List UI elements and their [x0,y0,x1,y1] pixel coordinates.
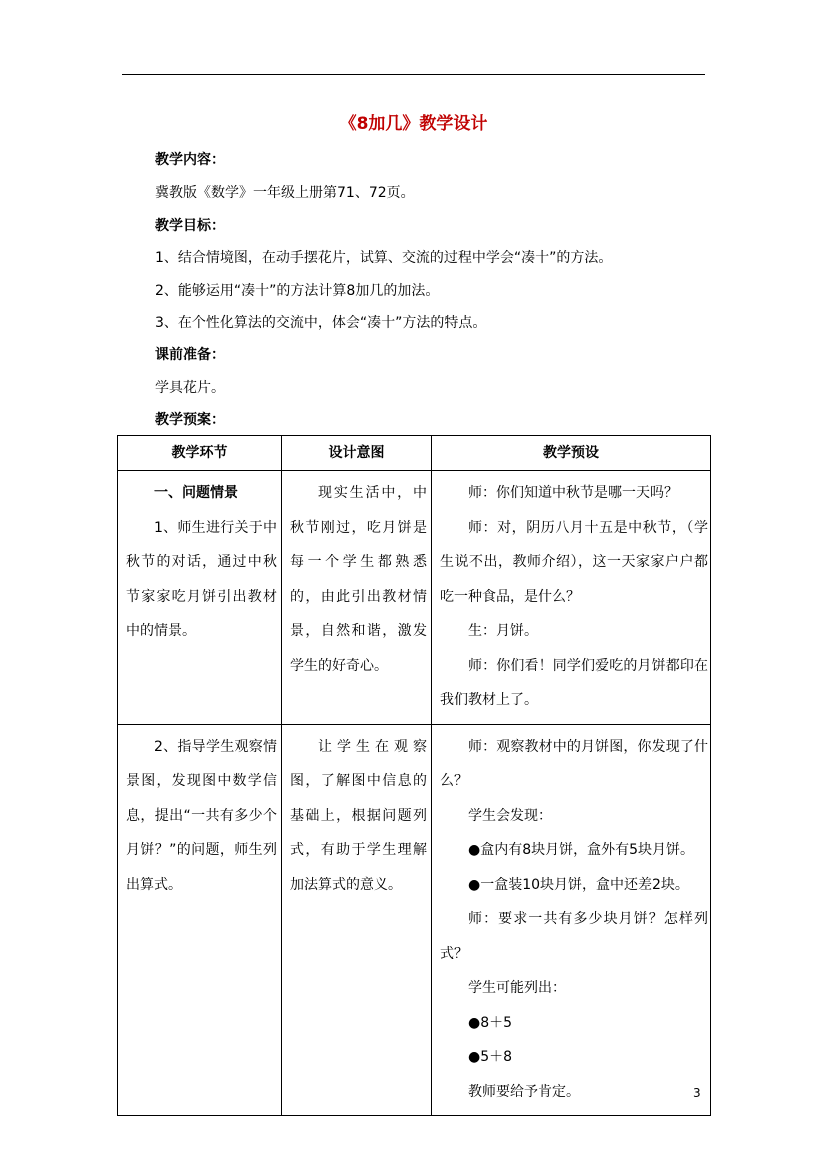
table-header-row [118,436,711,471]
goal-item-3: 3、在个性化算法的交流中，体会“凑十”方法的特点。 [155,315,487,331]
preset-line: 师：对，阴历八月十五是中秋节，（学生说不出，教师介绍），这一天家家户户都吃一种食品，是什么？ [440,519,708,605]
goal-item-2: 2、能够运用“凑十”的方法计算8加几的加法。 [155,283,440,299]
preset-line: 学生会发现： [468,807,552,824]
header-stage: 教学环节 [118,436,282,471]
preset-line: 师：观察教材中的月饼图，你发现了什么？ [440,738,708,789]
intent-text: 现实生活中，中秋节刚过，吃月饼是每一个学生都熟悉的，由此引出教材情景，自然和谐，激发学生的好奇心。 [290,485,427,674]
preset-line: ●盒内有8块月饼，盒外有5块月饼。 [468,842,695,858]
content-heading: 教学内容： [155,152,225,168]
header-intent: 设计意图 [282,436,432,471]
stage-text: 1、师生进行关于中秋节的对话，通过中秋节家家吃月饼引出教材中的情景。 [126,519,277,639]
preset-line: ●8＋5 [468,1014,513,1031]
stage-cell [118,724,282,1116]
preset-line: 学生可能列出： [468,980,566,996]
content-text: 冀教版《数学》一年级上册第71、72页。 [155,185,415,201]
table-row [118,724,711,1116]
preset-line: 师：你们看！同学们爱吃的月饼都印在我们教材上了。 [440,657,708,708]
prep-text: 学具花片。 [155,380,225,396]
preset-line: 师：你们知道中秋节是哪一天吗？ [468,485,678,501]
stage-text: 2、指导学生观察情景图，发现图中数学信息，提出“一共有多少个月饼？”的问题，师生列出算式。 [126,738,277,893]
prep-heading: 课前准备： [155,347,225,363]
goal-item-1: 1、结合情境图，在动手摆花片，试算、交流的过程中学会“凑十”的方法。 [155,250,613,266]
preset-cell [432,724,711,1116]
plan-heading: 教学预案： [155,412,225,428]
preset-line: 生：月饼。 [468,623,538,639]
header-preset: 教学预设 [432,436,711,471]
page-number: 3 [693,1086,701,1100]
preset-line: ●一盒装10块月饼，盒中还差2块。 [468,876,689,893]
table-row [118,471,711,725]
preset-line: 教师要给予肯定。 [468,1083,580,1100]
intent-cell [282,724,432,1116]
lesson-plan-table [117,435,711,1116]
stage-title: 一、问题情景 [154,485,238,501]
header-rule [122,74,705,75]
intent-text: 让学生在观察图，了解图中信息的基础上，根据问题列式，有助于学生理解加法算式的意义。 [290,738,427,893]
intent-cell [282,471,432,725]
goals-heading: 教学目标： [155,218,225,234]
preset-cell [432,471,711,725]
document-title: 《8加几》教学设计 [339,114,488,134]
preset-line: 师：要求一共有多少块月饼？怎样列式？ [440,911,708,962]
preset-line: ●5＋8 [468,1049,513,1065]
stage-cell [118,471,282,725]
